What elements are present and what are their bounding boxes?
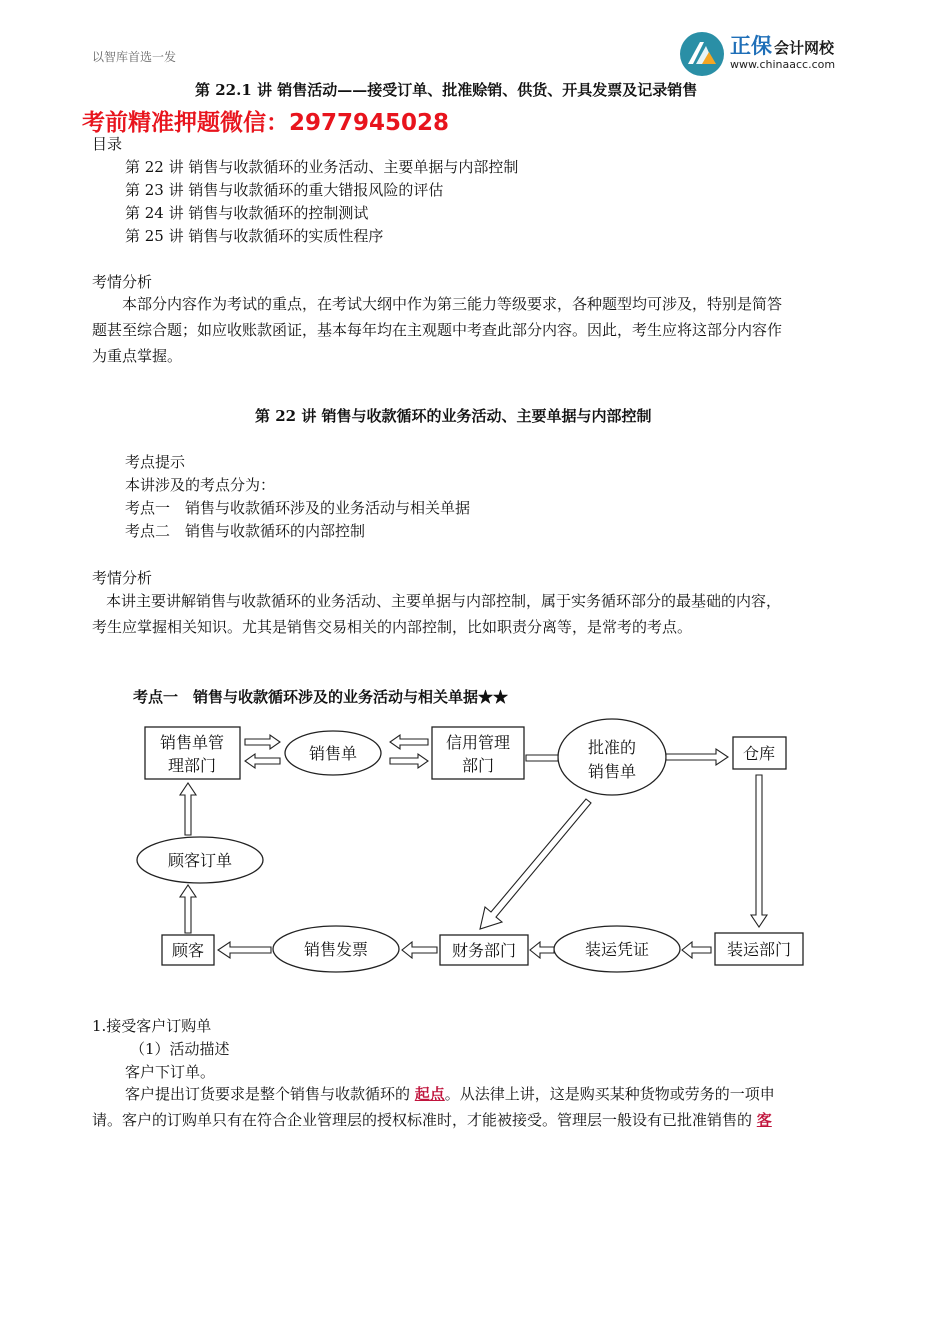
arrow-left-icon [530, 942, 554, 958]
approved-order-label: 批准的 [587, 738, 637, 757]
section-title: 第 22 讲 销售与收款循环的业务活动、主要单据与内部控制 [255, 407, 652, 425]
warehouse-label: 仓库 [742, 744, 776, 763]
logo-name-main: 正保 [730, 34, 772, 58]
arrow-left-icon [245, 754, 280, 768]
body-paragraph [92, 1081, 857, 1133]
hint-heading: 考点提示 [125, 453, 186, 471]
credit-dept-label: 部门 [461, 756, 495, 775]
analysis-line: 本讲主要讲解销售与收款循环的业务活动、主要单据与内部控制，属于实务循环部分的最基础的内容， [106, 592, 782, 610]
arrow-left-icon [402, 942, 437, 958]
arrow-left-icon [218, 942, 271, 958]
toc-heading: 目录 [92, 135, 123, 153]
customer-label: 顾客 [171, 941, 205, 960]
body-line [92, 1107, 857, 1133]
analysis-paragraph [92, 291, 862, 369]
approved-order-ellipse [558, 719, 666, 795]
sales-dept-label: 理部门 [167, 756, 217, 775]
promo-text: 考前精准押题微信：2977945028 [82, 110, 450, 136]
arrow-left-icon [390, 735, 428, 749]
kaodian-title: 考点一 销售与收款循环涉及的业务活动与相关单据★★ [133, 688, 509, 706]
keyword-link[interactable]: 起点 [414, 1085, 445, 1103]
sales-order-label: 销售单 [308, 744, 358, 763]
hint-point-1: 考点一 销售与收款循环涉及的业务活动与相关单据 [125, 499, 471, 517]
customer-order-label: 顾客订单 [167, 851, 233, 870]
analysis-line: 本部分内容作为考试的重点，在考试大纲中作为第三能力等级要求，各种题型均可涉及，特别是简答 [122, 295, 783, 313]
arrow-up-icon [180, 885, 196, 933]
body-text: 。从法律上讲，这是购买某种货物或劳务的一项申 [444, 1085, 775, 1103]
hint-intro: 本讲涉及的考点分为： [125, 476, 276, 494]
analysis-line: 题甚至综合题；如应收账款函证，基本每年均在主观题中考查此部分内容。因此，考生应将这部分内容作 [92, 321, 783, 339]
logo [678, 28, 878, 84]
sales-flow-diagram [0, 715, 950, 1015]
toc-item: 第 23 讲 销售与收款循环的重大错报风险的评估 [125, 181, 444, 199]
logo-subname: 会计网校 [774, 39, 835, 57]
lecture-title: 第 22.1 讲 销售活动——接受订单、批准赊销、供货、开具发票及记录销售 [195, 81, 698, 99]
logo-url: www.chinaacc.com [730, 58, 836, 71]
toc-item: 第 24 讲 销售与收款循环的控制测试 [125, 204, 369, 222]
analysis-heading: 考情分析 [92, 273, 153, 291]
sub-heading: （1）活动描述 [130, 1040, 230, 1058]
toc-item: 第 22 讲 销售与收款循环的业务活动、主要单据与内部控制 [125, 158, 519, 176]
hint-point-2: 考点二 销售与收款循环的内部控制 [125, 522, 366, 540]
sales-invoice-label: 销售发票 [303, 940, 369, 959]
arrow-up-icon [180, 783, 196, 835]
body-line: 客户下订单。 [125, 1063, 216, 1081]
body-line [92, 1081, 857, 1107]
arrow-right-icon [390, 754, 428, 768]
arrow-down-icon [751, 775, 767, 927]
logo-mark-icon [678, 30, 726, 78]
arrow-right-icon [245, 735, 280, 749]
shipping-dept-label: 装运部门 [726, 940, 792, 959]
analysis-heading-2: 考情分析 [92, 569, 153, 587]
logo-name [730, 30, 834, 60]
sales-dept-label: 销售单管 [159, 733, 225, 752]
arrow-diagonal-icon [480, 799, 591, 929]
analysis-line: 为重点掌握。 [92, 347, 183, 365]
arrow-left-icon [682, 942, 711, 958]
analysis-line: 考生应掌握相关知识。尤其是销售交易相关的内部控制，比如职责分离等，是常考的考点。 [92, 618, 693, 636]
credit-dept-label: 信用管理 [445, 733, 511, 752]
item-heading: 1.接受客户订购单 [92, 1017, 212, 1035]
finance-dept-label: 财务部门 [451, 941, 517, 960]
header-top-left-text: 以智库首选一发 [92, 50, 177, 64]
toc-item: 第 25 讲 销售与收款循环的实质性程序 [125, 227, 384, 245]
connector-line [526, 755, 558, 761]
analysis-paragraph-2 [92, 588, 862, 640]
shipping-doc-label: 装运凭证 [584, 940, 650, 959]
body-text: 请。客户的订购单只有在符合企业管理层的授权标准时，才能被接受。管理层一般设有已批准销售的 [92, 1111, 757, 1129]
keyword-link[interactable]: 客 [756, 1111, 772, 1129]
body-text: 客户提出订货要求是整个销售与收款循环的 [125, 1085, 415, 1103]
approved-order-label: 销售单 [587, 762, 637, 781]
arrow-right-icon [666, 749, 728, 765]
